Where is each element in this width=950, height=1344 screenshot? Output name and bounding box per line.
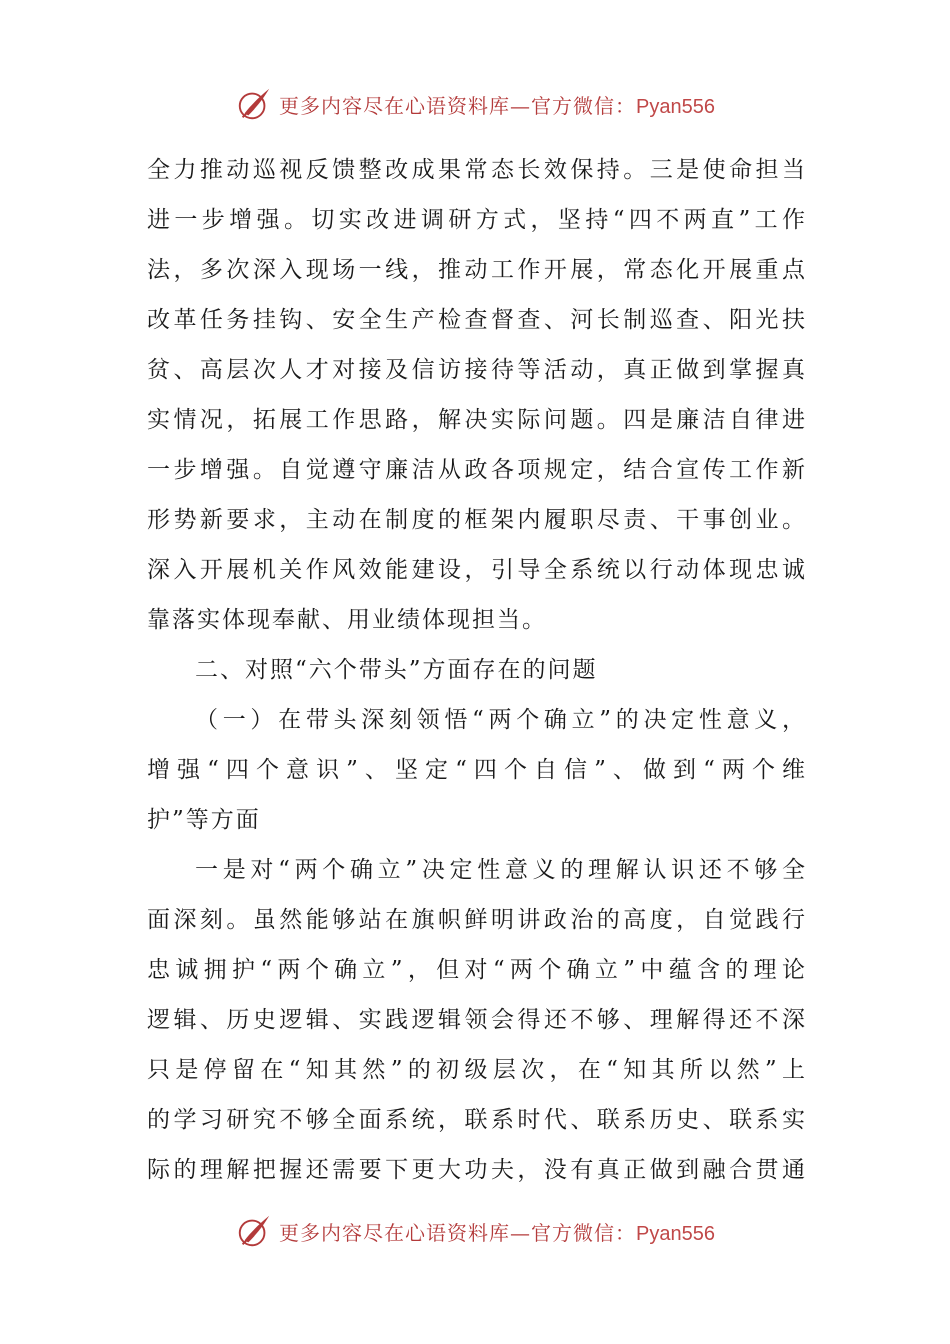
text-line: 一步增强。自觉遵守廉洁从政各项规定，结合宣传工作新 xyxy=(147,457,805,483)
text-line: （一）在带头深刻领悟“两个确立”的决定性意义， xyxy=(195,707,805,733)
text-line: 全力推动巡视反馈整改成果常态长效保持。三是使命担当 xyxy=(147,157,805,183)
header-watermark xyxy=(0,84,950,124)
quill-logo-icon xyxy=(235,1212,273,1250)
text-line: 的学习研究不够全面系统，联系时代、联系历史、联系实 xyxy=(147,1107,805,1133)
text-line: 改革任务挂钩、安全生产检查督查、河长制巡查、阳光扶 xyxy=(147,307,805,333)
text-line: 只是停留在“知其然”的初级层次，在“知其所以然”上 xyxy=(147,1057,805,1083)
text-line: 形势新要求，主动在制度的框架内履职尽责、干事创业。 xyxy=(147,507,805,533)
text-line: 逻辑、历史逻辑、实践逻辑领会得还不够、理解得还不深 xyxy=(147,1007,805,1033)
footer-watermark xyxy=(0,1211,950,1251)
text-line: 法，多次深入现场一线，推动工作开展，常态化开展重点 xyxy=(147,257,805,283)
quill-logo-icon xyxy=(235,85,273,123)
text-line: 忠诚拥护“两个确立”，但对“两个确立”中蕴含的理论 xyxy=(147,957,805,983)
text-line: 增强“四个意识”、坚定“四个自信”、做到“两个维 xyxy=(147,757,805,783)
text-line: 靠落实体现奉献、用业绩体现担当。 xyxy=(147,607,547,633)
text-line: 护”等方面 xyxy=(147,807,261,833)
text-line: 实情况，拓展工作思路，解决实际问题。四是廉洁自律进 xyxy=(147,407,805,433)
text-line: 深入开展机关作风效能建设，引导全系统以行动体现忠诚 xyxy=(147,557,805,583)
watermark-text: 更多内容尽在心语资料库—官方微信：Pyan556 xyxy=(279,1220,715,1245)
text-line: 贫、高层次人才对接及信访接待等活动，真正做到掌握真 xyxy=(147,357,805,383)
text-line: 二、对照“六个带头”方面存在的问题 xyxy=(195,657,598,683)
document-body xyxy=(147,145,805,1195)
watermark-text: 更多内容尽在心语资料库—官方微信：Pyan556 xyxy=(279,93,715,118)
text-line: 面深刻。虽然能够站在旗帜鲜明讲政治的高度，自觉践行 xyxy=(147,907,805,933)
text-line: 际的理解把握还需要下更大功夫，没有真正做到融合贯通 xyxy=(147,1157,805,1183)
text-line: 一是对“两个确立”决定性意义的理解认识还不够全 xyxy=(195,857,805,883)
text-line: 进一步增强。切实改进调研方式，坚持“四不两直”工作 xyxy=(147,207,805,233)
